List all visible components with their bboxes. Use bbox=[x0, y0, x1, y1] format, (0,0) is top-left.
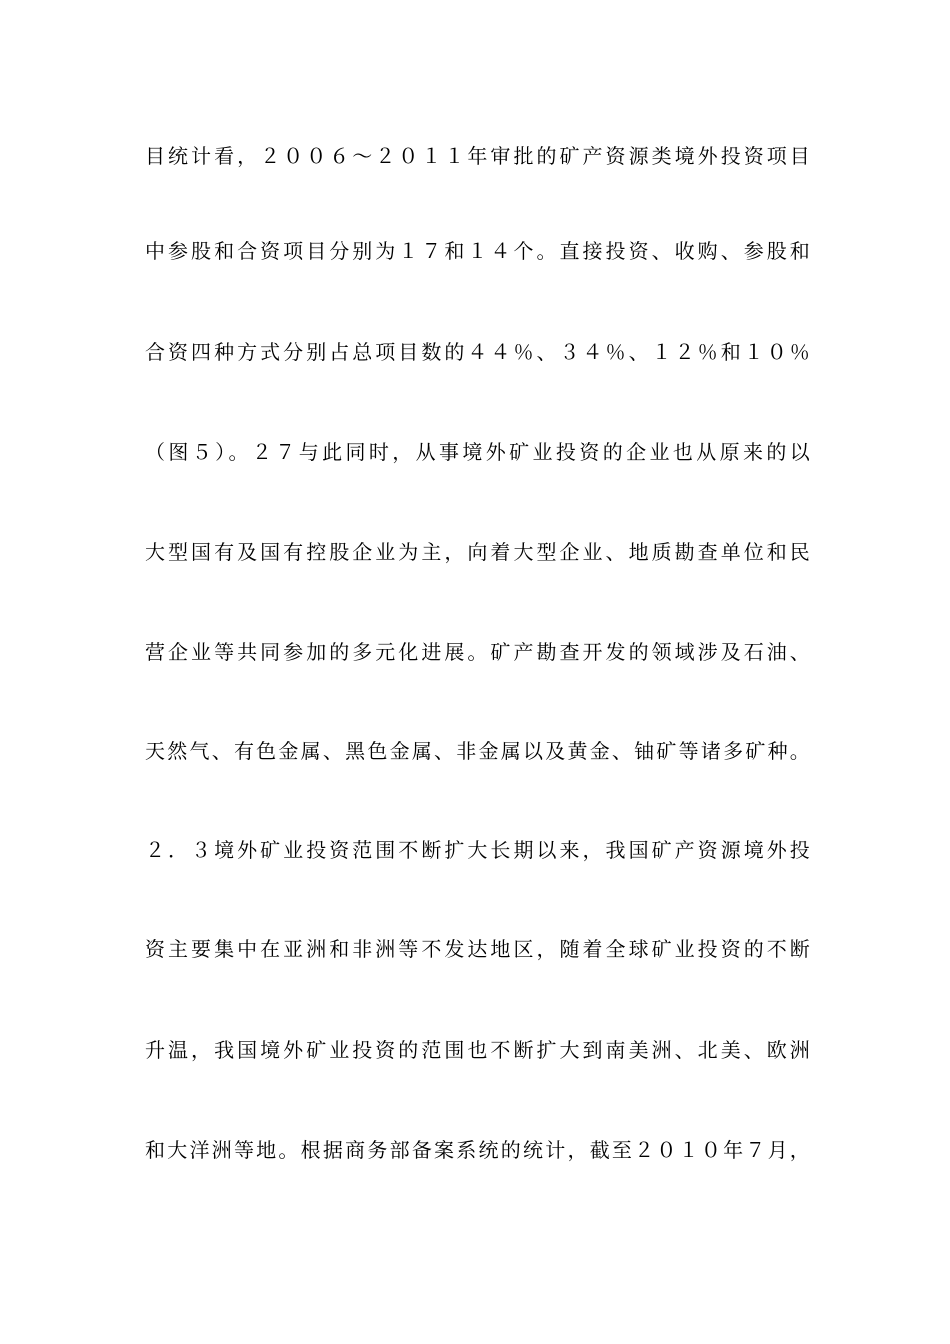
text-line-8: ２．３境外矿业投资范围不断扩大长期以来，我国矿产资源境外投 bbox=[145, 838, 810, 862]
text-line-4: （图５）。２７与此同时，从事境外矿业投资的企业也从原来的以 bbox=[145, 440, 810, 464]
text-line-3: 合资四种方式分别占总项目数的４４％、３４％、１２％和１０％ bbox=[145, 340, 810, 364]
text-line-5: 大型国有及国有控股企业为主，向着大型企业、地质勘查单位和民 bbox=[145, 540, 810, 564]
text-line-7: 天然气、有色金属、黑色金属、非金属以及黄金、铀矿等诸多矿种。 bbox=[145, 739, 810, 763]
text-line-11: 和大洋洲等地。根据商务部备案系统的统计，截至２０１０年７月， bbox=[145, 1138, 810, 1162]
text-line-9: 资主要集中在亚洲和非洲等不发达地区，随着全球矿业投资的不断 bbox=[145, 937, 810, 961]
text-line-10: 升温，我国境外矿业投资的范围也不断扩大到南美洲、北美、欧洲 bbox=[145, 1038, 810, 1062]
text-line-1: 目统计看，２００６～２０１１年审批的矿产资源类境外投资项目 bbox=[145, 144, 810, 168]
text-line-6: 营企业等共同参加的多元化进展。矿产勘查开发的领域涉及石油、 bbox=[145, 640, 810, 664]
text-line-2: 中参股和合资项目分别为１７和１４个。直接投资、收购、参股和 bbox=[145, 239, 810, 263]
